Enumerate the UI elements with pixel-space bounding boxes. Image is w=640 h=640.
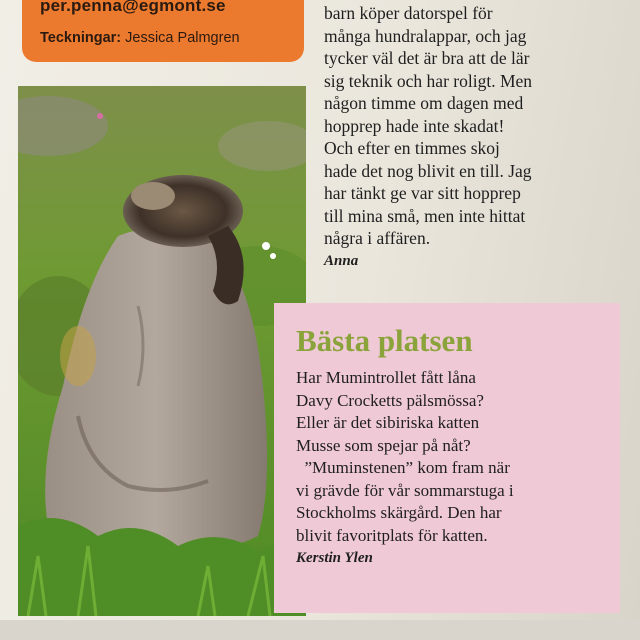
cat-on-stone-photo	[18, 86, 306, 616]
editor-email: per.penna@egmont.se	[40, 0, 226, 15]
page-bottom-edge	[0, 620, 640, 640]
letter-signature: Anna	[324, 252, 359, 269]
letter-line: hade det nog blivit en till. Jag	[324, 160, 532, 181]
letter-line: barn köper datorspel för	[324, 3, 493, 23]
credits-box	[22, 0, 304, 62]
feature-line: ”Muminstenen” kom fram när	[296, 458, 510, 477]
feature-line: blivit favoritplats för katten.	[296, 525, 488, 545]
feature-line: Davy Crocketts pälsmössa?	[296, 390, 484, 410]
reader-letter	[324, 2, 624, 272]
feature-signature: Kerstin Ylen	[296, 550, 373, 566]
letter-line: till mina små, men inte hittat	[324, 205, 526, 226]
feature-line: Eller är det sibiriska katten	[296, 413, 480, 432]
feature-line: vi grävde för vår sommarstuga i	[296, 480, 514, 500]
letter-line: någon timme om dagen med	[324, 93, 524, 113]
letter-line: Och efter en timmes skoj	[324, 138, 500, 158]
photo-illustration	[18, 86, 306, 616]
feature-box	[274, 303, 620, 613]
illustrations-credit	[40, 30, 240, 46]
feature-title: Bästa platsen	[296, 323, 473, 358]
illustrations-label: Teckningar:	[40, 30, 122, 46]
letter-line: har tänkt ge var sitt hopprep	[324, 183, 521, 203]
illustrator-name: Jessica Palmgren	[125, 30, 240, 46]
letter-line: sig teknik och har roligt. Men	[324, 70, 533, 91]
letter-line: många hundralappar, och jag	[324, 25, 527, 46]
feature-line: Stockholms skärgård. Den har	[296, 503, 502, 522]
letter-line: hopprep hade inte skadat!	[324, 115, 505, 136]
feature-body	[296, 367, 616, 570]
letter-line: några i affären.	[324, 228, 431, 248]
feature-line: Musse som spejar på nåt?	[296, 435, 471, 455]
letter-line: tycker väl det är bra att de lär	[324, 48, 530, 68]
feature-line: Har Mumintrollet fått låna	[296, 368, 476, 387]
